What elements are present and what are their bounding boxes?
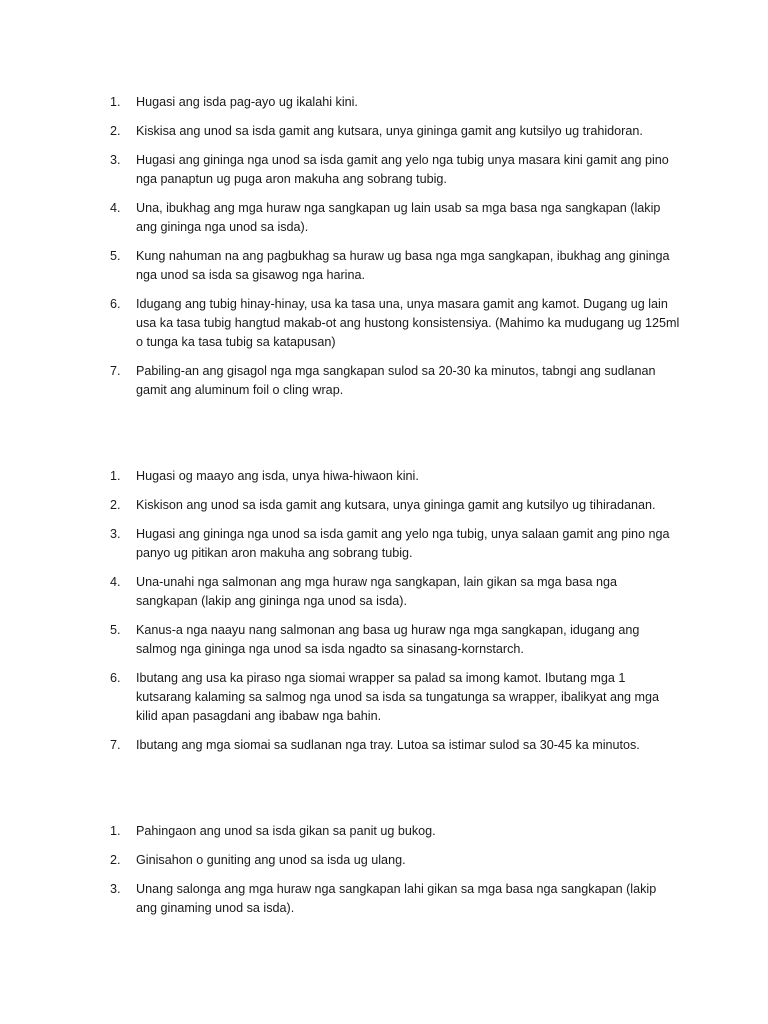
list-item: [110, 573, 680, 611]
item-text: Ginisahon o guniting ang unod sa isda ug ulang.: [136, 853, 406, 867]
list-item: [110, 822, 680, 841]
list-item: [110, 295, 680, 352]
item-text: Una-unahi nga salmonan ang mga huraw nga sangkapan, lain gikan sa mga basa nga sangkapan (lakip ang gininga nga unod sa isda).: [136, 575, 617, 608]
list-item: [110, 496, 680, 515]
item-number: 5.: [110, 623, 121, 637]
list-item: [110, 669, 680, 726]
item-number: 7.: [110, 738, 121, 752]
list-item: [110, 525, 680, 563]
item-text: Hugasi ang gininga nga unod sa isda gamit ang yelo nga tubig, unya salaan gamit ang pino nga panyo ug pitikan aron makuha ang sobrang tubig.: [136, 527, 670, 560]
item-number: 3.: [110, 153, 121, 167]
list-item: [110, 151, 680, 189]
item-text: Kanus-a nga naayu nang salmonan ang basa ug huraw nga mga sangkapan, idugang ang salmog nga gininga nga unod sa isda ngadto sa sinasang-kornstarch.: [136, 623, 640, 656]
list-item: [110, 122, 680, 141]
item-text: Unang salonga ang mga huraw nga sangkapan lahi gikan sa mga basa nga sangkapan (lakip ang ginaming unod sa isda).: [136, 882, 657, 915]
list-item: [110, 93, 680, 112]
item-text: Kung nahuman na ang pagbukhag sa huraw ug basa nga mga sangkapan, ibukhag ang gininga nga unod sa isda sa gisawog nga harina.: [136, 249, 670, 282]
item-text: Idugang ang tubig hinay-hinay, usa ka tasa una, unya masara gamit ang kamot. Dugang ug lain usa ka tasa tubig hangtud makab-ot ang hustong konsistensiya. (Mahimo ka mudugang ug 125ml o tunga ka tasa tubig sa katapusan): [136, 297, 680, 349]
item-number: 4.: [110, 201, 121, 215]
list-item: [110, 247, 680, 285]
item-number: 2.: [110, 124, 121, 138]
item-text: Ibutang ang usa ka piraso nga siomai wrapper sa palad sa imong kamot. Ibutang mga 1 kutsarang kalaming sa salmog nga unod sa isda sa tungatunga sa wrapper, ibalikyat ang mga kilid apan pasagdani ang ibabaw nga bahin.: [136, 671, 659, 723]
item-text: Una, ibukhag ang mga huraw nga sangkapan ug lain usab sa mga basa nga sangkapan (lakip ang gininga nga unod sa isda).: [136, 201, 661, 234]
item-text: Hugasi ang isda pag-ayo ug ikalahi kini.: [136, 95, 358, 109]
item-number: 3.: [110, 882, 121, 896]
item-text: Hugasi og maayo ang isda, unya hiwa-hiwaon kini.: [136, 469, 419, 483]
item-number: 6.: [110, 671, 121, 685]
list-item: [110, 362, 680, 400]
item-number: 1.: [110, 469, 121, 483]
list-item: [110, 199, 680, 237]
item-number: 2.: [110, 498, 121, 512]
item-text: Hugasi ang gininga nga unod sa isda gamit ang yelo nga tubig unya masara kini gamit ang pino nga panaptun ug puga aron makuha ang sobrang tubig.: [136, 153, 669, 186]
list-item: [110, 621, 680, 659]
list-item: [110, 467, 680, 486]
list-item: [110, 851, 680, 870]
item-number: 1.: [110, 824, 121, 838]
instruction-list-3: [110, 822, 680, 928]
item-text: Pahingaon ang unod sa isda gikan sa panit ug bukog.: [136, 824, 436, 838]
item-number: 7.: [110, 364, 121, 378]
item-number: 6.: [110, 297, 121, 311]
list-item: [110, 736, 680, 755]
item-text: Ibutang ang mga siomai sa sudlanan nga tray. Lutoa sa istimar sulod sa 30-45 ka minutos.: [136, 738, 640, 752]
item-text: Kiskison ang unod sa isda gamit ang kutsara, unya gininga gamit ang kutsilyo ug tihiradanan.: [136, 498, 656, 512]
item-number: 1.: [110, 95, 121, 109]
instruction-list-1: [110, 93, 680, 410]
instruction-list-2: [110, 467, 680, 765]
item-text: Pabiling-an ang gisagol nga mga sangkapan sulod sa 20-30 ka minutos, tabngi ang sudlanan gamit ang aluminum foil o cling wrap.: [136, 364, 656, 397]
item-number: 4.: [110, 575, 121, 589]
item-number: 5.: [110, 249, 121, 263]
list-item: [110, 880, 680, 918]
item-number: 2.: [110, 853, 121, 867]
item-number: 3.: [110, 527, 121, 541]
item-text: Kiskisa ang unod sa isda gamit ang kutsara, unya gininga gamit ang kutsilyo ug trahidoran.: [136, 124, 643, 138]
